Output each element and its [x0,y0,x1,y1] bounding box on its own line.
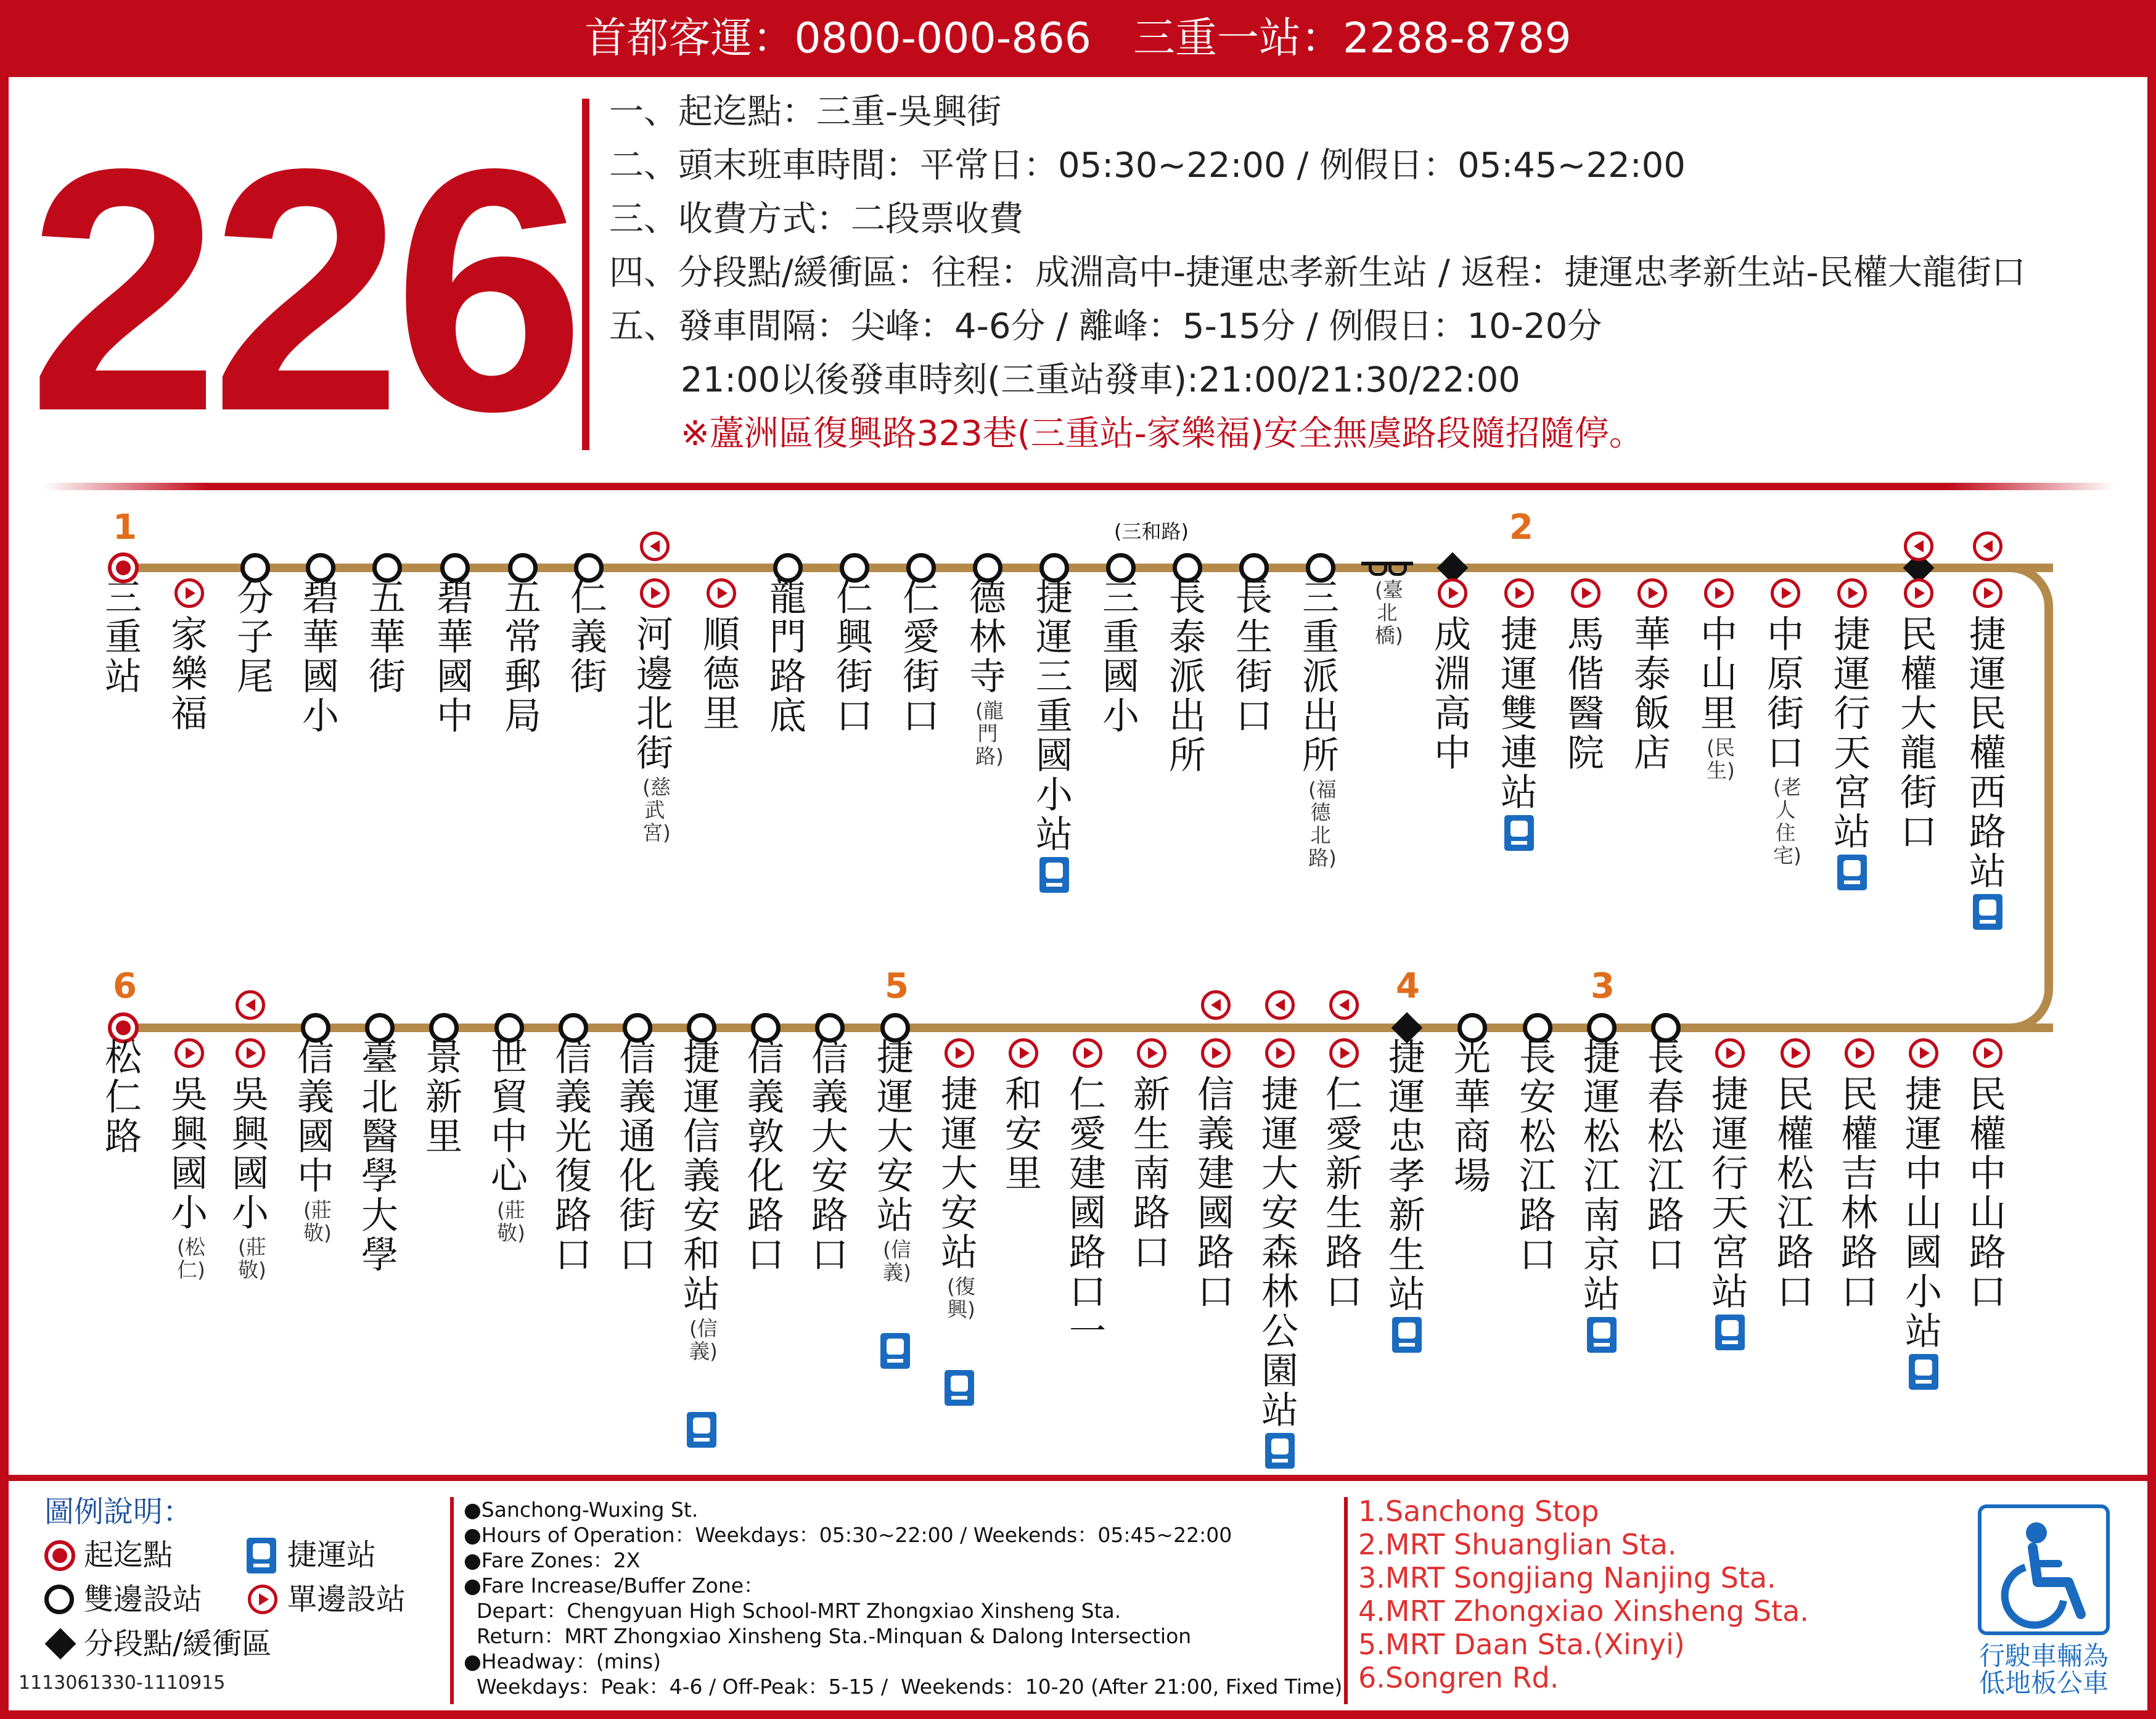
row1-stop-name: 成淵高中 [1434,613,1471,775]
row2-oneway-icon [945,1038,974,1068]
row1-stop-name: 碧華國中 [437,576,473,738]
row1-stop-sub: (龍門路) [975,699,1004,768]
row2-mrt-icon [1392,1317,1422,1353]
route-number: 226 [28,97,576,483]
stop-number-1: 1 [113,507,137,548]
row1-oneway-icon [1571,578,1601,608]
row2-stop-name: 松仁路 [105,1036,142,1159]
row2-stop-sub: (莊敬) [238,1235,266,1282]
row1-mrt-icon [1973,894,2002,930]
row2-stop-name: 仁愛建國路口一 [1069,1073,1106,1353]
row2-oneway-icon [1715,1038,1745,1068]
row2-oneway-icon [1137,1038,1166,1068]
row2-stop-name: 吳興國小 [171,1073,208,1235]
row2-stop-name: 民權松江路口 [1777,1073,1814,1314]
row2-stop-name: 捷運中山國小站 [1905,1073,1942,1353]
row1-stop-sub: (民生) [1707,736,1735,782]
row2-stop-name: 信義光復路口 [555,1036,592,1277]
legend-mrt-label: 捷運站 [287,1538,377,1572]
info-line-5: 五、發車間隔：尖峰：4-6分 / 離峰：5-15分 / 例假日：10-20分 [609,306,1602,347]
stop-number-2: 2 [1509,507,1533,548]
row2-oneway-icon [1009,1038,1038,1068]
row1-mrt-icon [1039,857,1069,893]
row1-stop-name: 河邊北街 [636,613,673,775]
row1-stop-name: 順德里 [703,613,740,736]
row1-stop-name: 家樂福 [171,613,208,736]
row2-return-arrow-icon [1201,990,1231,1020]
route-track-top [123,564,2053,572]
row2-mrt-icon [1265,1433,1295,1469]
row2-stop-name: 信義大安路口 [811,1036,848,1277]
row2-stop-name: 捷運行天宮站 [1711,1073,1748,1314]
english-info: ●Sanchong-Wuxing St. ●Hours of Operation：Weekdays：05:30~22:00 / Weekends：05:45~22:00 ●Fare Zones：2X ●Fare Increase/Buffer Zone： Depart：Chengyuan High School-MRT Zhongxiao Xinsheng Sta. Return：MRT Zhongxiao Xinsheng Sta.-Minquan & Dalong Intersection ●Headway：(mins) Weekdays：Peak：4-6 / Off-Peak：5-15 / Weekends：10-20 (After 21:00, Fixed Time) [464,1498,1343,1699]
row1-stop-name: 華泰飯店 [1634,613,1671,775]
legend-both-label: 雙邊設站 [84,1582,203,1617]
row1-stop-sub: (慈武宮) [642,775,671,845]
row1-mrt-icon [1837,855,1867,890]
info-line-3: 三、收費方式：二段票收費 [609,199,1023,239]
info-line-1: 一、起迄點：三重-吳興街 [609,92,1002,132]
row1-stop-name: 捷運三重國小站 [1036,576,1073,856]
row2-oneway-icon [1073,1038,1102,1068]
row1-oneway-icon [1704,578,1734,608]
row2-stop-name: 捷運忠孝新生站 [1388,1036,1425,1316]
row1-oneway-icon [1973,578,2002,608]
info-line-7: ※蘆洲區復興路323巷(三重站-家樂福)安全無虞路段隨招隨停。 [681,414,1644,454]
row1-stop-name: 三重國小 [1102,576,1139,738]
row2-stop-name: 吳興國小 [232,1073,269,1235]
row2-mrt-icon [880,1333,910,1369]
row1-oneway-icon [1904,578,1933,608]
legend-section-label: 分段點/緩衝區 [84,1627,272,1661]
row2-mrt-icon [1715,1315,1745,1350]
legend-oneway-icon [248,1585,277,1614]
info-line-4: 四、分段點/緩衝區：往程：成淵高中-捷運忠孝新生站 / 返程：捷運忠孝新生站-民權大龍街口 [609,253,2026,293]
row2-stop-name: 和安里 [1005,1073,1042,1196]
row2-stop-name: 捷運大安站 [941,1073,978,1274]
row2-oneway-icon [174,1038,204,1068]
row1-stop-sub: (福德北路) [1308,777,1337,870]
row1-oneway-icon [640,578,670,608]
legend-oneway-label: 單邊設站 [287,1582,406,1617]
row2-mrt-icon [1587,1317,1617,1353]
row1-stop-name: 五華街 [369,576,406,699]
row2-stop-name: 捷運大安森林公園站 [1261,1073,1298,1432]
row1-oneway-icon [1771,578,1800,608]
row2-stop-name: 臺北醫學大學 [361,1036,398,1277]
row1-return-arrow-icon [640,531,670,561]
row2-mrt-icon [687,1412,716,1448]
row1-stop-name: 仁義街 [570,576,607,699]
legend-title: 圖例說明： [44,1495,193,1529]
row2-return-arrow-icon [236,990,265,1020]
english-stop-list: 1.Sanchong Stop 2.MRT Shuanglian Sta. 3.MRT Songjiang Nanjing Sta. 4.MRT Zhongxiao Xinsheng Sta. 5.MRT Daan Sta.(Xinyi) 6.Songren Rd. [1358,1495,1809,1694]
row1-stop-sub: (臺北橋) [1375,578,1403,647]
row2-oneway-icon [236,1038,265,1068]
row2-stop-name: 捷運信義安和站 [683,1036,720,1316]
row1-oneway-icon [1438,578,1467,608]
legend-terminal-icon [44,1540,75,1571]
code-number: 1113061330-1110915 [18,1672,226,1694]
row2-oneway-icon [1265,1038,1295,1068]
row2-return-arrow-icon [1265,990,1295,1020]
row2-stop-sub: (信義) [689,1316,718,1363]
row2-stop-sub: (莊敬) [497,1198,525,1245]
footer-divider-1 [450,1497,454,1704]
row2-mrt-icon [945,1370,974,1406]
row1-mrt-icon [1504,815,1534,851]
row1-stop-name: 民權大龍街口 [1900,613,1937,854]
row2-stop-sub: (莊敬) [303,1198,332,1245]
row2-stop-name: 信義建國路口 [1197,1073,1234,1314]
row1-oneway-icon [1837,578,1867,608]
row1-stop-name: 捷運行天宮站 [1834,613,1871,854]
row2-oneway-icon [1329,1038,1359,1068]
separator [43,483,2115,490]
row1-stop-name: 龍門路底 [769,576,806,738]
row1-return-arrow-icon [1904,531,1933,561]
row2-stop-name: 仁愛新生路口 [1326,1073,1363,1314]
row1-stop-name: 三重派出所 [1302,576,1339,777]
header-contact: 首都客運：0800-000-866 三重一站：2288-8789 [0,0,2156,77]
row1-stop-name: 五常郵局 [504,576,541,738]
row1-stop-name: 仁興街口 [836,576,873,738]
row2-stop-name: 信義國中 [297,1036,334,1198]
row1-stop-name: 分子尾 [237,576,274,699]
wheelchair-icon [1978,1504,2110,1635]
row1-stop-name: 碧華國小 [302,576,339,738]
annotation-sanhe: (三和路) [1114,520,1189,543]
legend-both-icon [44,1585,74,1614]
row2-mrt-icon [1909,1354,1938,1390]
row2-oneway-icon [1909,1038,1938,1068]
row1-stop-name: 捷運民權西路站 [1969,613,2006,893]
row2-oneway-icon [1845,1038,1874,1068]
route-track-bottom [123,1024,2053,1032]
row2-stop-name: 長安松江路口 [1519,1036,1556,1277]
row1-oneway-icon [1504,578,1534,608]
row1-stop-sub: (老人住宅) [1773,775,1801,868]
bridge-icon [1361,562,1413,576]
row2-stop-name: 長春松江路口 [1647,1036,1684,1277]
row1-stop-name: 中原街口 [1767,613,1804,775]
row2-stop-name: 光華商場 [1454,1036,1491,1198]
row1-stop-name: 德林寺 [969,576,1006,699]
row2-stop-name: 捷運大安站 [877,1036,914,1237]
row2-oneway-icon [1781,1038,1810,1068]
info-line-6: 21:00以後發車時刻(三重站發車):21:00/21:30/22:00 [681,360,1520,400]
row1-stop-name: 馬偕醫院 [1567,613,1604,775]
low-floor-text: 行駛車輛為低地板公車 [1978,1641,2109,1698]
row2-stop-name: 新生南路口 [1133,1073,1170,1274]
row2-stop-sub: (松仁) [177,1235,205,1282]
row1-stop-name: 中山里 [1700,613,1737,736]
row2-oneway-icon [1973,1038,2002,1068]
stop-number-5: 5 [885,966,909,1006]
legend-terminal-label: 起迄點 [84,1538,173,1572]
footer-divider [0,1475,2156,1481]
row2-stop-name: 民權中山路口 [1969,1073,2006,1314]
info-line-2: 二、頭末班車時間：平常日：05:30~22:00 / 例假日：05:45~22:00 [609,146,1686,186]
row2-stop-name: 世貿中心 [491,1036,528,1198]
row2-stop-sub: (復興) [947,1274,975,1321]
divider [582,99,589,450]
row2-stop-name: 信義通化街口 [619,1036,656,1277]
row2-stop-name: 民權吉林路口 [1841,1073,1878,1314]
stop-number-3: 3 [1591,966,1615,1006]
row1-stop-name: 捷運雙連站 [1501,613,1538,814]
footer-divider-2 [1344,1497,1348,1704]
row2-stop-name: 捷運松江南京站 [1583,1036,1620,1316]
row1-oneway-icon [1637,578,1667,608]
stop-number-4: 4 [1396,966,1420,1006]
row2-stop-name: 信義敦化路口 [747,1036,784,1277]
row2-stop-sub: (信義) [883,1237,911,1284]
row1-oneway-icon [707,578,736,608]
row2-return-arrow-icon [1329,990,1359,1020]
stop-number-6: 6 [113,966,137,1006]
row1-return-arrow-icon [1973,531,2002,561]
row1-stop-name: 長生街口 [1236,576,1273,738]
row1-stop-name: 仁愛街口 [903,576,940,738]
row1-stop-name: 三重站 [105,576,142,699]
legend-mrt-icon [247,1538,276,1573]
row1-stop-name: 長泰派出所 [1169,576,1206,777]
row2-stop-name: 景新里 [425,1036,462,1159]
row1-oneway-icon [174,578,204,608]
row2-oneway-icon [1201,1038,1231,1068]
